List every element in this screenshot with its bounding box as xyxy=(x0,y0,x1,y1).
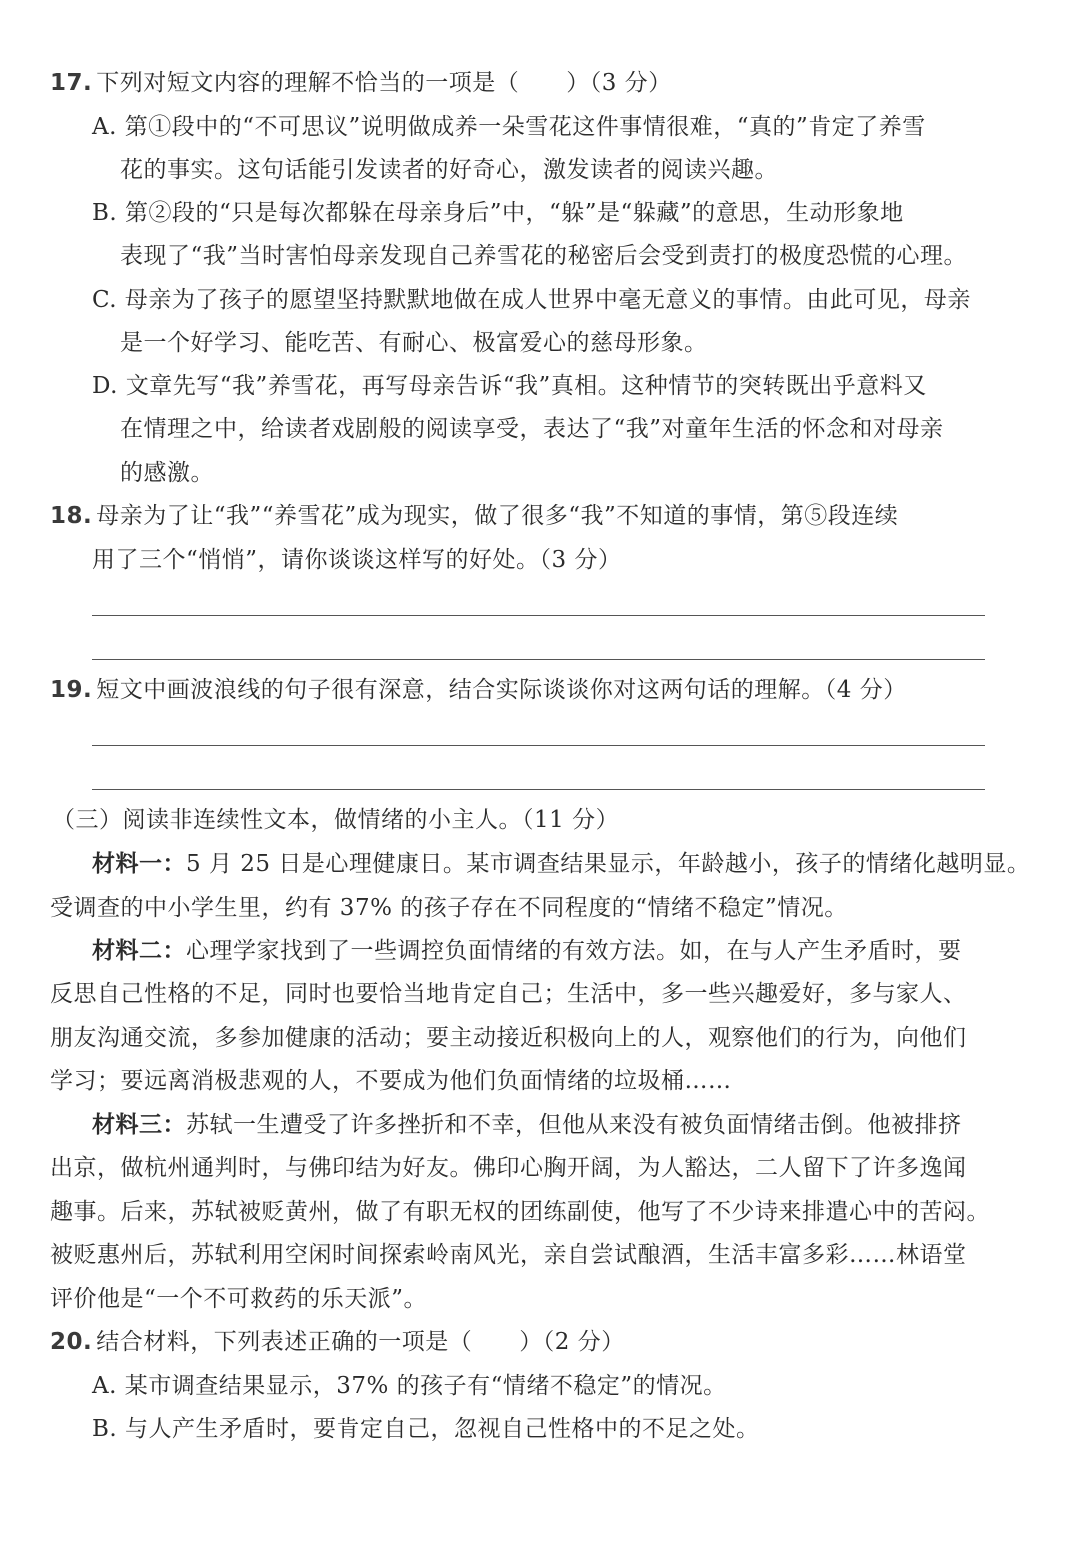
q17-stem-text: 下列对短文内容的理解不恰当的一项是（ ）（3 分） xyxy=(96,70,672,96)
q17-option-c-line2: 是一个好学习、能吃苦、有耐心、极富爱心的慈母形象。 xyxy=(120,330,708,356)
material3-line1-text: 苏轼一生遭受了许多挫折和不幸，但他从来没有被负面情绪击倒。他被排挤 xyxy=(186,1112,962,1138)
material2-line4: 学习；要远离消极悲观的人，不要成为他们负面情绪的垃圾桶…… xyxy=(50,1068,732,1094)
q18-line1-text: 母亲为了让“我”“养雪花”成为现实，做了很多“我”不知道的事情，第⑤段连续 xyxy=(96,503,899,529)
material2-line3: 朋友沟通交流，多参加健康的活动；要主动接近积极向上的人，观察他们的行为，向他们 xyxy=(50,1025,967,1051)
q20-stem xyxy=(50,1327,625,1357)
material1-line1 xyxy=(92,849,1030,879)
q20-option-b: B. 与人产生矛盾时，要肯定自己，忽视自己性格中的不足之处。 xyxy=(92,1416,760,1442)
q17-option-a-line2: 花的事实。这句话能引发读者的好奇心，激发读者的阅读兴趣。 xyxy=(120,157,778,183)
q19-answer-line-2[interactable] xyxy=(92,789,985,790)
q19-number: 19. xyxy=(50,677,93,703)
material2-label: 材料二： xyxy=(92,938,186,964)
q20-option-a: A. 某市调查结果显示，37% 的孩子有“情绪不稳定”的情况。 xyxy=(92,1373,727,1399)
q17-option-d-line1: D. 文章先写“我”养雪花，再写母亲告诉“我”真相。这种情节的突转既出乎意料又 xyxy=(92,373,927,399)
q19-stem-text: 短文中画波浪线的句子很有深意，结合实际谈谈你对这两句话的理解。（4 分） xyxy=(96,677,907,703)
material3-line4: 被贬惠州后，苏轼利用空闲时间探索岭南风光，亲自尝试酿酒，生活丰富多彩……林语堂 xyxy=(50,1242,967,1268)
q17-stem xyxy=(50,68,672,98)
section3-title: （三）阅读非连续性文本，做情绪的小主人。（11 分） xyxy=(52,807,620,833)
material1-line1-text: 5 月 25 日是心理健康日。某市调查结果显示，年龄越小，孩子的情绪化越明显。 xyxy=(186,851,1031,877)
material1-line2: 受调查的中小学生里，约有 37% 的孩子存在不同程度的“情绪不稳定”情况。 xyxy=(50,895,848,921)
q17-option-b-line1: B. 第②段的“只是每次都躲在母亲身后”中，“躲”是“躲藏”的意思，生动形象地 xyxy=(92,200,904,226)
q18-answer-line-1[interactable] xyxy=(92,615,985,616)
material2-line1-text: 心理学家找到了一些调控负面情绪的有效方法。如，在与人产生矛盾时，要 xyxy=(186,938,962,964)
q19-stem xyxy=(50,675,907,705)
q20-stem-text: 结合材料，下列表述正确的一项是（ ）（2 分） xyxy=(96,1329,625,1355)
q17-option-c-line1: C. 母亲为了孩子的愿望坚持默默地做在成人世界中毫无意义的事情。由此可见，母亲 xyxy=(92,287,971,313)
q18-number: 18. xyxy=(50,503,93,529)
q19-answer-line-1[interactable] xyxy=(92,745,985,746)
q17-option-b-line2: 表现了“我”当时害怕母亲发现自己养雪花的秘密后会受到责打的极度恐慌的心理。 xyxy=(120,243,968,269)
q20-number: 20. xyxy=(50,1329,93,1355)
q17-option-d-line2: 在情理之中，给读者戏剧般的阅读享受，表达了“我”对童年生活的怀念和对母亲 xyxy=(120,416,944,442)
q17-option-a-line1: A. 第①段中的“不可思议”说明做成养一朵雪花这件事情很难，“真的”肯定了养雪 xyxy=(92,114,926,140)
q18-line2: 用了三个“悄悄”，请你谈谈这样写的好处。（3 分） xyxy=(92,547,622,573)
material3-label: 材料三： xyxy=(92,1112,186,1138)
q18-line1 xyxy=(50,501,898,531)
q17-option-d-line3: 的感激。 xyxy=(120,460,214,486)
material3-line5: 评价他是“一个不可救药的乐天派”。 xyxy=(50,1286,428,1312)
material2-line2: 反思自己性格的不足，同时也要恰当地肯定自己；生活中，多一些兴趣爱好，多与家人、 xyxy=(50,981,967,1007)
material3-line1 xyxy=(92,1110,962,1140)
q17-number: 17. xyxy=(50,70,93,96)
material3-line2: 出京，做杭州通判时，与佛印结为好友。佛印心胸开阔，为人豁达，二人留下了许多逸闻 xyxy=(50,1155,967,1181)
material1-label: 材料一： xyxy=(92,851,186,877)
material3-line3: 趣事。后来，苏轼被贬黄州，做了有职无权的团练副使，他写了不少诗来排遣心中的苦闷。 xyxy=(50,1199,990,1225)
q18-answer-line-2[interactable] xyxy=(92,659,985,660)
material2-line1 xyxy=(92,936,962,966)
